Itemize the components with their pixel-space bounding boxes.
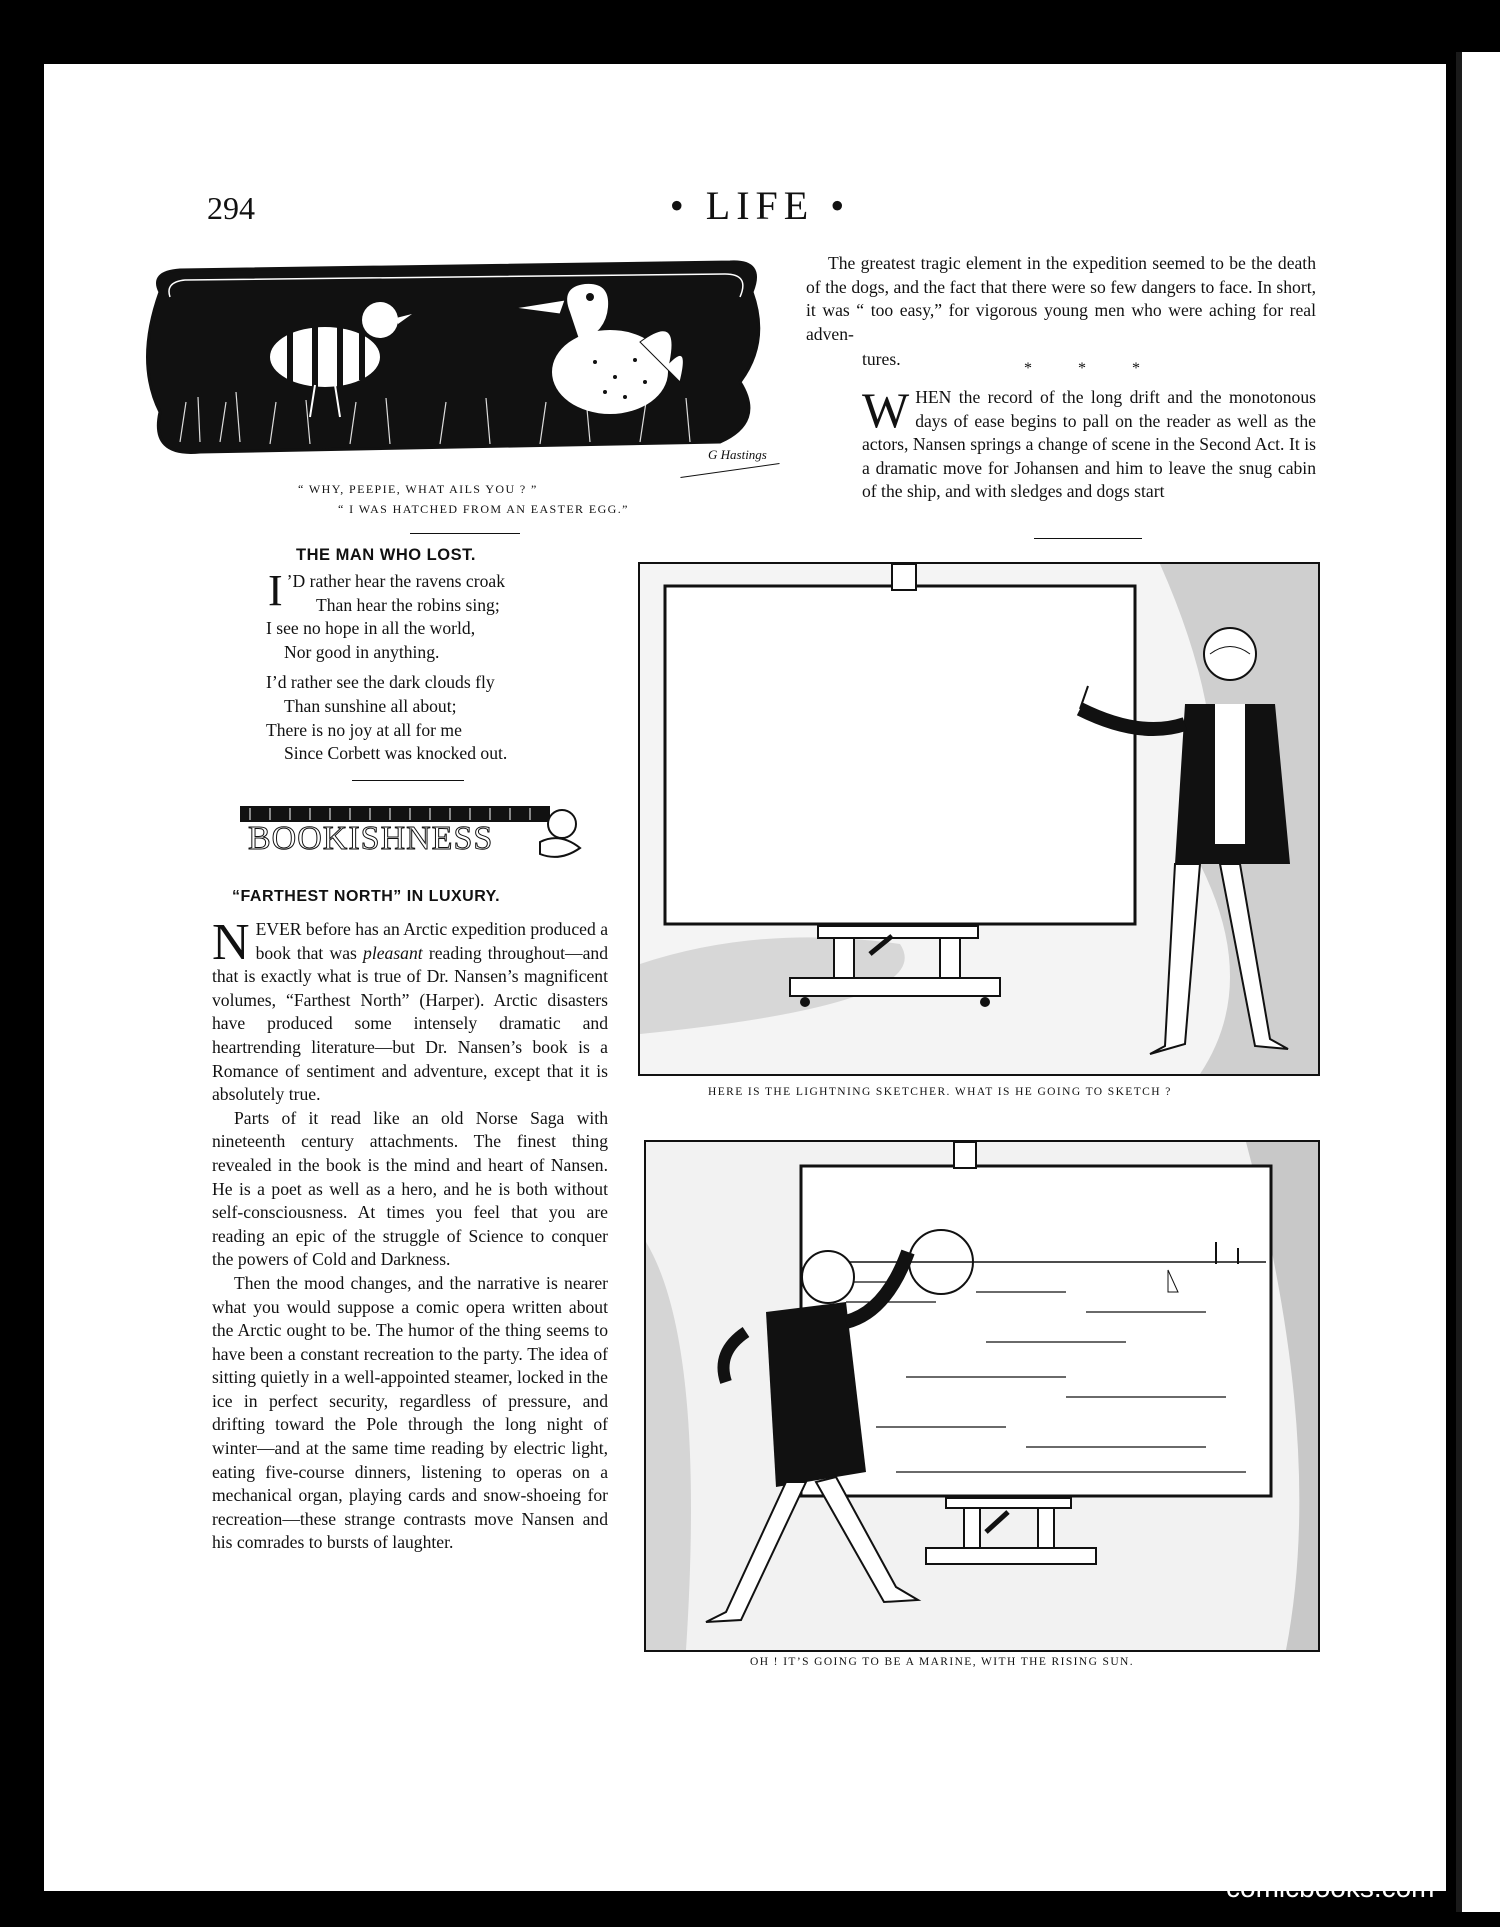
poem-line-7: There is no joy at all for me: [266, 719, 462, 740]
section-asterisks: * * *: [1024, 360, 1140, 377]
bookishness-article: [212, 914, 609, 1555]
article-paragraph-2-first: HEN the record of the long drift and the: [915, 387, 1222, 407]
article-divider: [1034, 538, 1142, 539]
sketch-1-caption: HERE IS THE LIGHTNING SKETCHER. WHAT IS HE GOING TO SKETCH ?: [708, 1086, 1172, 1098]
cartoon-signature: G Hastings: [708, 447, 767, 462]
poem-line-4: Nor good in anything.: [284, 641, 440, 662]
masthead-title: • LIFE •: [669, 183, 851, 228]
sketch-2-caption: OH ! IT’S GOING TO BE A MARINE, WITH THE RISING SUN.: [750, 1656, 1135, 1668]
bookishness-heading: “FARTHEST NORTH” IN LUXURY.: [232, 888, 501, 905]
poem-line-6: Than sunshine all about;: [284, 695, 457, 716]
duck-cartoon-illustration: [140, 252, 780, 482]
poem-body: [266, 566, 606, 766]
article-paragraph-1-end: tures.: [862, 349, 901, 369]
poem-line-2: Than hear the robins sing;: [316, 594, 500, 615]
poem-line-1: I ’D rather hear the ravens croak: [268, 566, 505, 615]
bookishness-paragraph-2: Parts of it read like an old Norse Saga with nineteenth century attachments. The finest thing revealed in the book is the mind and heart of Nansen. He is a poet as well as a hero, and he is both without self-consciousness. At times you feel that you are reading an epic of the struggle of Science to conquer the powers of Cold and Darkness.: [212, 1107, 608, 1270]
lightning-sketcher-illustration: [640, 564, 1318, 1074]
dropcap-n: N: [212, 914, 250, 971]
bookishness-banner-text: BOOKISHNESS: [248, 820, 494, 857]
poem-bottom-rule: [352, 780, 464, 781]
sketch-panel-1: [638, 562, 1320, 1076]
sketch-panel-2: [644, 1140, 1320, 1652]
poem-dropcap-i: I: [268, 566, 283, 615]
page-number: 294: [207, 190, 255, 226]
poem-line-8: Since Corbett was knocked out.: [284, 743, 508, 764]
bookishness-paragraph-1: N EVER before has an Arctic expedition produced a book that was pleasant reading throughout—and that is exactly what is true of Dr. Nansen’s magnificent volumes, “Farthest North” (Harper). Arctic disasters have produced some intensely dramatic and heartrending literature—but Dr. Nansen’s book is a Romance of sentiment and adventure, except that it is absolutely true.: [212, 914, 609, 1105]
next-page-edge: [1456, 52, 1500, 1912]
poem-top-rule: [410, 533, 520, 534]
duck-caption-line2: “ I WAS HATCHED FROM AN EASTER EGG.”: [338, 502, 629, 516]
watermark-logo: comicbooks.com: [1226, 1872, 1435, 1903]
article-paragraph-1: [806, 252, 1316, 346]
poem-title: THE MAN WHO LOST.: [296, 546, 476, 564]
bookishness-banner: [240, 802, 586, 870]
article-paragraph-2: [862, 382, 1316, 504]
bookishness-paragraph-3: Then the mood changes, and the narrative is nearer what you would suppose a comic opera written about the Arctic ought to be. The humor of the thing seems to have been a constant recreation to the party. The idea of sitting quietly in a well-appointed steamer, locked in the ice in perfect security, regardless of pressure, and drifting toward the Pole through the long night of winter—and at the same time reading by electric light, eating five-course dinners, listening to operas on a mechanical organ, playing cards and snow-shoeing for recreation—these strange contrasts move Nansen and his comrades to bursts of laughter.: [212, 1272, 608, 1553]
article-paragraph-2-rest: monotonous days of ease begins to pall on the reader as well as the actors, Nansen springs a change of scene in the Second Act. It is a dramatic move for Johansen and him to leave the snug cabin of the ship, and with sledges and dogs start: [862, 387, 1316, 502]
duck-cartoon: [140, 252, 780, 482]
duck-caption-line1: “ WHY, PEEPIE, WHAT AILS YOU ? ”: [298, 482, 538, 496]
dropcap-w: W: [862, 382, 910, 438]
article-paragraph-1-text: The greatest tragic element in the expedition seemed to be the death of the dogs, and the fact that there were so few dangers to face. In short, it was “ too easy,” for vigorous young men who were aching for real adven-: [806, 253, 1316, 344]
marine-sketch-illustration: [646, 1142, 1318, 1650]
poem-line-5: I’d rather see the dark clouds fly: [266, 672, 495, 693]
poem-line-3: I see no hope in all the world,: [266, 618, 476, 639]
